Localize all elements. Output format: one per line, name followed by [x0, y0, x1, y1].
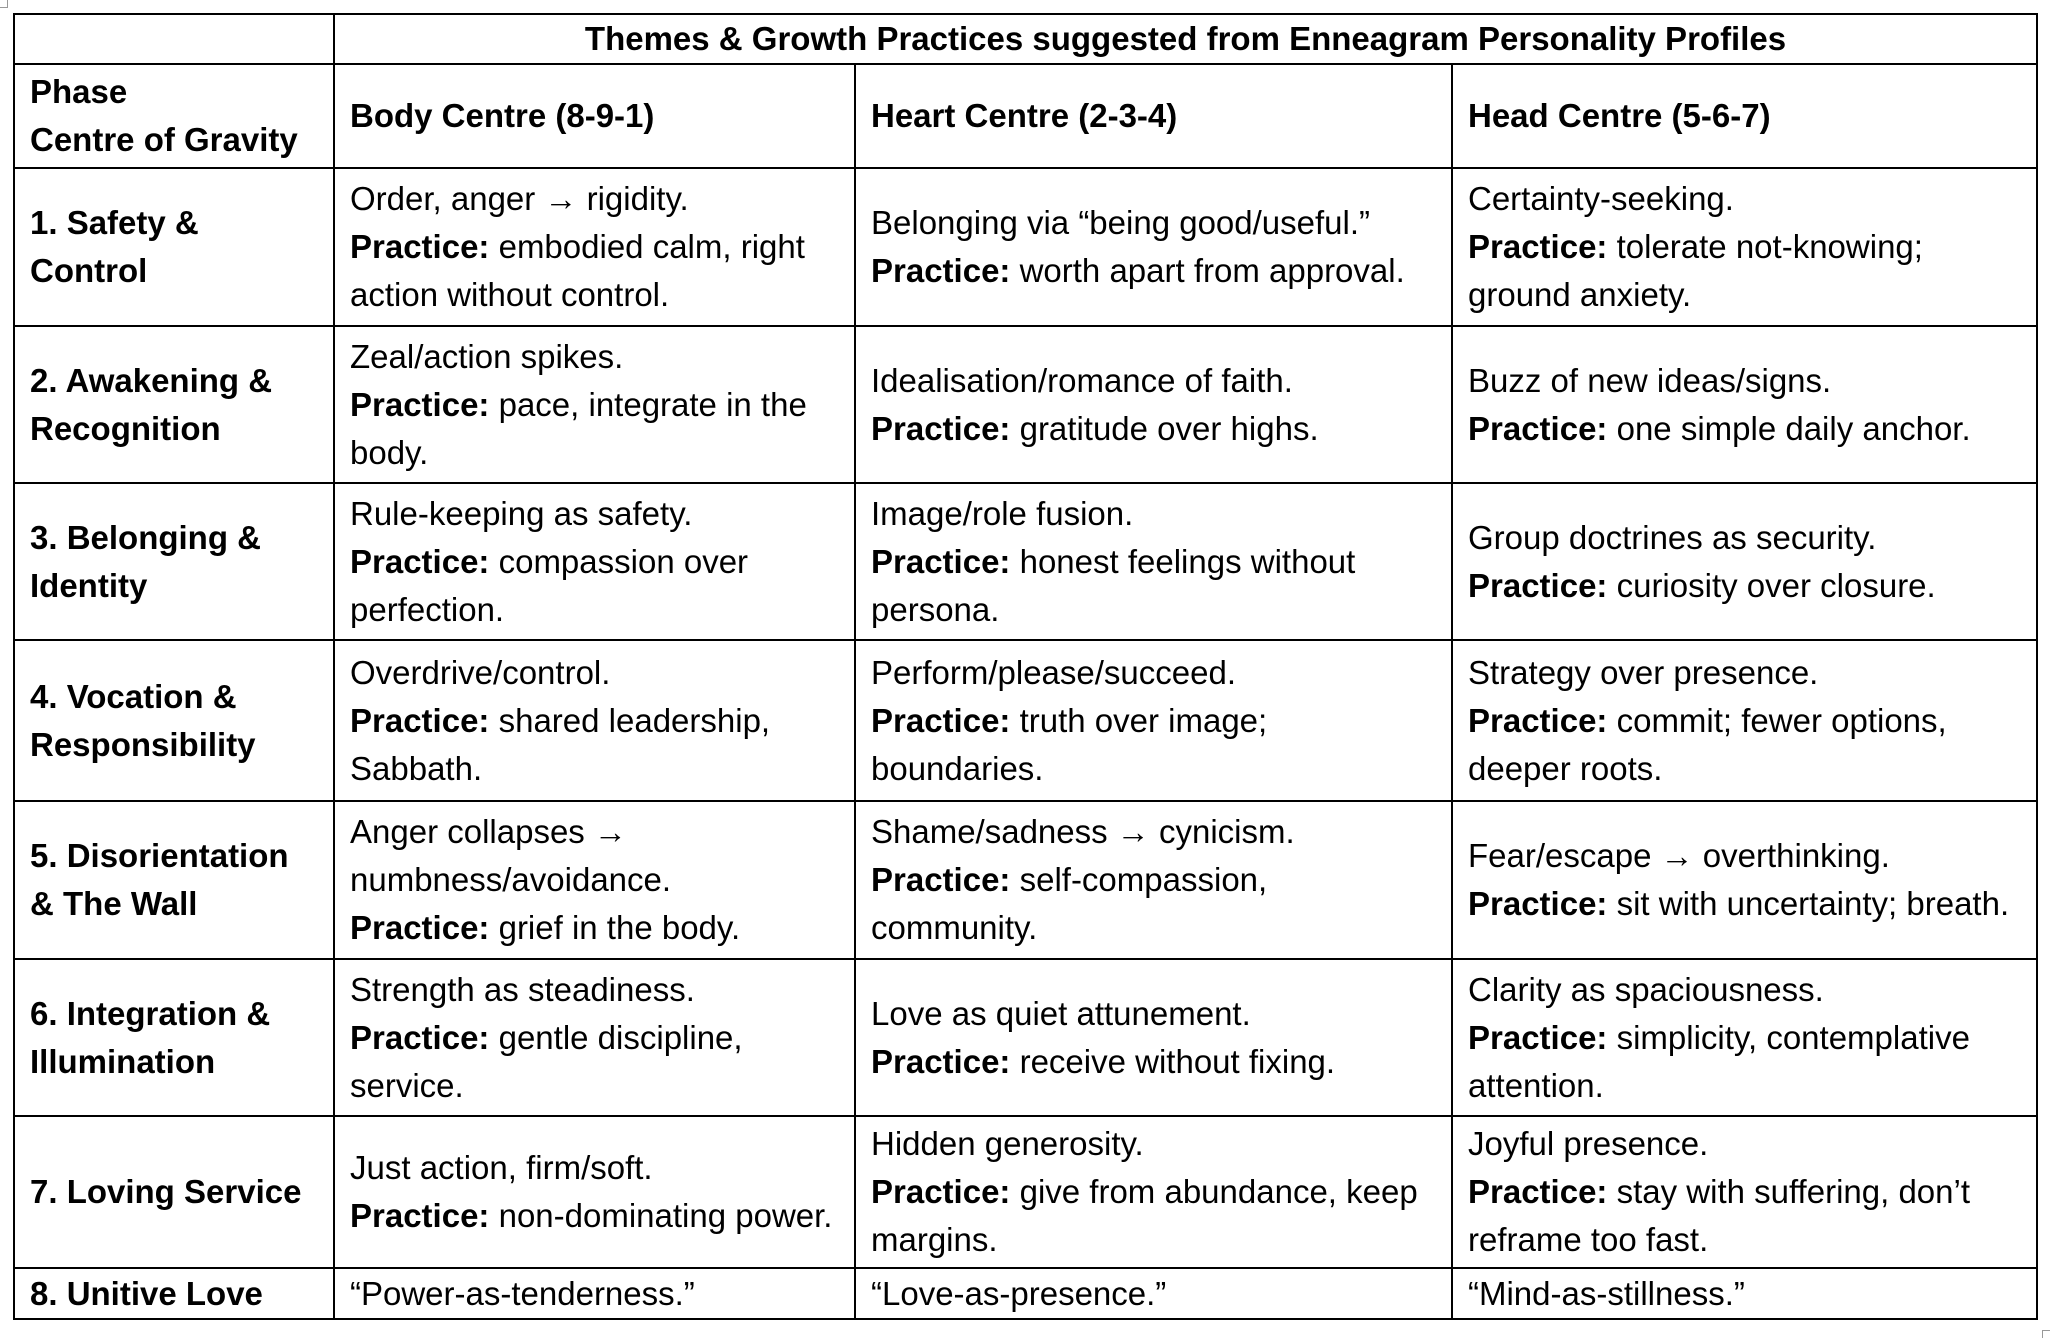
body-centre-cell [334, 640, 855, 801]
practice-label: Practice: [1468, 566, 1608, 604]
theme-text: Love as quiet attunement. [871, 994, 1251, 1032]
practice-label: Practice: [871, 1042, 1011, 1080]
phase-header-cell [14, 64, 334, 168]
table-row [14, 959, 2037, 1116]
head-centre-cell [1452, 640, 2037, 801]
head-centre-cell [1452, 1268, 2037, 1319]
practice-text: give from abundance, keep margins. [871, 1173, 1418, 1258]
practice-label: Practice: [350, 542, 490, 580]
theme-text: Group doctrines as security. [1468, 518, 1877, 556]
heart-centre-cell [855, 959, 1452, 1116]
table-row [14, 168, 2037, 326]
crop-mark-top-left [0, 0, 8, 8]
head-centre-header: Head Centre (5-6-7) [1452, 64, 2037, 168]
theme-text: Overdrive/control. [350, 653, 611, 691]
heart-centre-cell [855, 326, 1452, 483]
practice-label: Practice: [871, 409, 1011, 447]
heart-centre-cell [855, 640, 1452, 801]
theme-text: Order, anger → rigidity. [350, 180, 689, 217]
theme-text: Idealisation/romance of faith. [871, 361, 1293, 399]
heart-centre-cell [855, 483, 1452, 640]
practice-label: Practice: [871, 252, 1011, 289]
practice-text: gentle discipline, service. [350, 1018, 743, 1104]
table-row [14, 483, 2037, 640]
theme-text: “Mind-as-stillness.” [1468, 1274, 1745, 1312]
body-centre-cell [334, 801, 855, 959]
table-row [14, 1268, 2037, 1319]
theme-text: Rule-keeping as safety. [350, 494, 693, 532]
theme-text: Clarity as spaciousness. [1468, 970, 1824, 1008]
phase-cell: 4. Vocation & Responsibility [14, 640, 334, 801]
theme-text: Zeal/action spikes. [350, 337, 624, 375]
practice-label: Practice: [1468, 228, 1608, 265]
head-centre-cell [1452, 168, 2037, 326]
practice-label: Practice: [871, 1173, 1011, 1210]
practice-label: Practice: [350, 701, 490, 739]
practice-label: Practice: [350, 909, 490, 946]
practice-text: tolerate not-knowing; ground anxiety. [1468, 228, 1923, 313]
table-row [14, 801, 2037, 959]
head-centre-cell [1452, 1116, 2037, 1268]
practice-text: one simple daily anchor. [1616, 409, 1971, 447]
phase-cell: 5. Disorientation & The Wall [14, 801, 334, 959]
practice-label: Practice: [350, 228, 490, 265]
practice-text: curiosity over closure. [1616, 566, 1936, 604]
practice-text: simplicity, contemplative attention. [1468, 1018, 1970, 1104]
table-title: Themes & Growth Practices suggested from Enneagram Personality Profiles [334, 14, 2037, 64]
practice-label: Practice: [871, 861, 1011, 898]
practice-text: self-compassion, community. [871, 861, 1268, 946]
body-centre-header: Body Centre (8-9-1) [334, 64, 855, 168]
body-centre-cell [334, 168, 855, 326]
title-row [14, 14, 2037, 64]
crop-mark-bottom-right [2042, 1330, 2050, 1338]
heart-centre-cell [855, 1116, 1452, 1268]
theme-text: Shame/sadness → cynicism. [871, 813, 1295, 850]
practice-text: embodied calm, right action without control. [350, 228, 805, 313]
phase-cell: 2. Awakening & Recognition [14, 326, 334, 483]
head-centre-cell [1452, 959, 2037, 1116]
practice-text: stay with suffering, don’t reframe too fast. [1468, 1173, 1971, 1258]
theme-text: Fear/escape → overthinking. [1468, 837, 1890, 874]
practice-label: Practice: [1468, 409, 1608, 447]
head-centre-cell [1452, 483, 2037, 640]
practice-label: Practice: [350, 385, 490, 423]
body-centre-cell [334, 1268, 855, 1319]
heart-centre-cell [855, 801, 1452, 959]
head-centre-cell [1452, 801, 2037, 959]
phase-cell: 8. Unitive Love [14, 1268, 334, 1319]
theme-text: Image/role fusion. [871, 494, 1134, 532]
theme-text: Joyful presence. [1468, 1125, 1709, 1162]
theme-text: Buzz of new ideas/signs. [1468, 361, 1832, 399]
phase-header-line1: Phase [30, 73, 128, 110]
theme-text: Perform/please/succeed. [871, 653, 1237, 691]
practice-label: Practice: [1468, 885, 1608, 922]
theme-text: Certainty-seeking. [1468, 180, 1734, 217]
practice-text: receive without fixing. [1019, 1042, 1336, 1080]
phase-cell: 7. Loving Service [14, 1116, 334, 1268]
practice-text: compassion over perfection. [350, 542, 749, 628]
practice-text: pace, integrate in the body. [350, 385, 807, 471]
theme-text: Strength as steadiness. [350, 970, 695, 1008]
theme-text: “Love-as-presence.” [871, 1274, 1167, 1312]
heart-centre-header: Heart Centre (2-3-4) [855, 64, 1452, 168]
theme-text: Belonging via “being good/useful.” [871, 204, 1371, 241]
theme-text: Anger collapses → numbness/avoidance. [350, 813, 672, 898]
phase-header-line2: Centre of Gravity [30, 121, 298, 158]
body-centre-cell [334, 326, 855, 483]
theme-text: Hidden generosity. [871, 1125, 1144, 1162]
head-centre-cell [1452, 326, 2037, 483]
practice-text: shared leadership, Sabbath. [350, 701, 771, 787]
practice-label: Practice: [871, 542, 1011, 580]
phase-cell: 1. Safety & Control [14, 168, 334, 326]
table-row [14, 1116, 2037, 1268]
practice-label: Practice: [1468, 701, 1608, 739]
heart-centre-cell [855, 1268, 1452, 1319]
body-centre-cell [334, 959, 855, 1116]
header-row [14, 64, 2037, 168]
practice-text: worth apart from approval. [1019, 252, 1405, 289]
practice-text: sit with uncertainty; breath. [1616, 885, 2010, 922]
title-corner-cell [14, 14, 334, 64]
practice-label: Practice: [1468, 1018, 1608, 1056]
body-centre-cell [334, 1116, 855, 1268]
practice-label: Practice: [1468, 1173, 1608, 1210]
table-row [14, 326, 2037, 483]
practice-label: Practice: [871, 701, 1011, 739]
practice-text: non-dominating power. [498, 1197, 833, 1234]
practice-label: Practice: [350, 1018, 490, 1056]
practice-label: Practice: [350, 1197, 490, 1234]
enneagram-table [13, 13, 2038, 1320]
theme-text: “Power-as-tenderness.” [350, 1274, 695, 1312]
practice-text: gratitude over highs. [1019, 409, 1319, 447]
theme-text: Just action, firm/soft. [350, 1149, 653, 1186]
table-row [14, 640, 2037, 801]
practice-text: grief in the body. [498, 909, 741, 946]
practice-text: honest feelings without persona. [871, 542, 1356, 628]
practice-text: truth over image; boundaries. [871, 701, 1268, 787]
phase-cell: 6. Integration & Illumination [14, 959, 334, 1116]
practice-text: commit; fewer options, deeper roots. [1468, 701, 1947, 787]
body-centre-cell [334, 483, 855, 640]
theme-text: Strategy over presence. [1468, 653, 1819, 691]
phase-cell: 3. Belonging & Identity [14, 483, 334, 640]
heart-centre-cell [855, 168, 1452, 326]
